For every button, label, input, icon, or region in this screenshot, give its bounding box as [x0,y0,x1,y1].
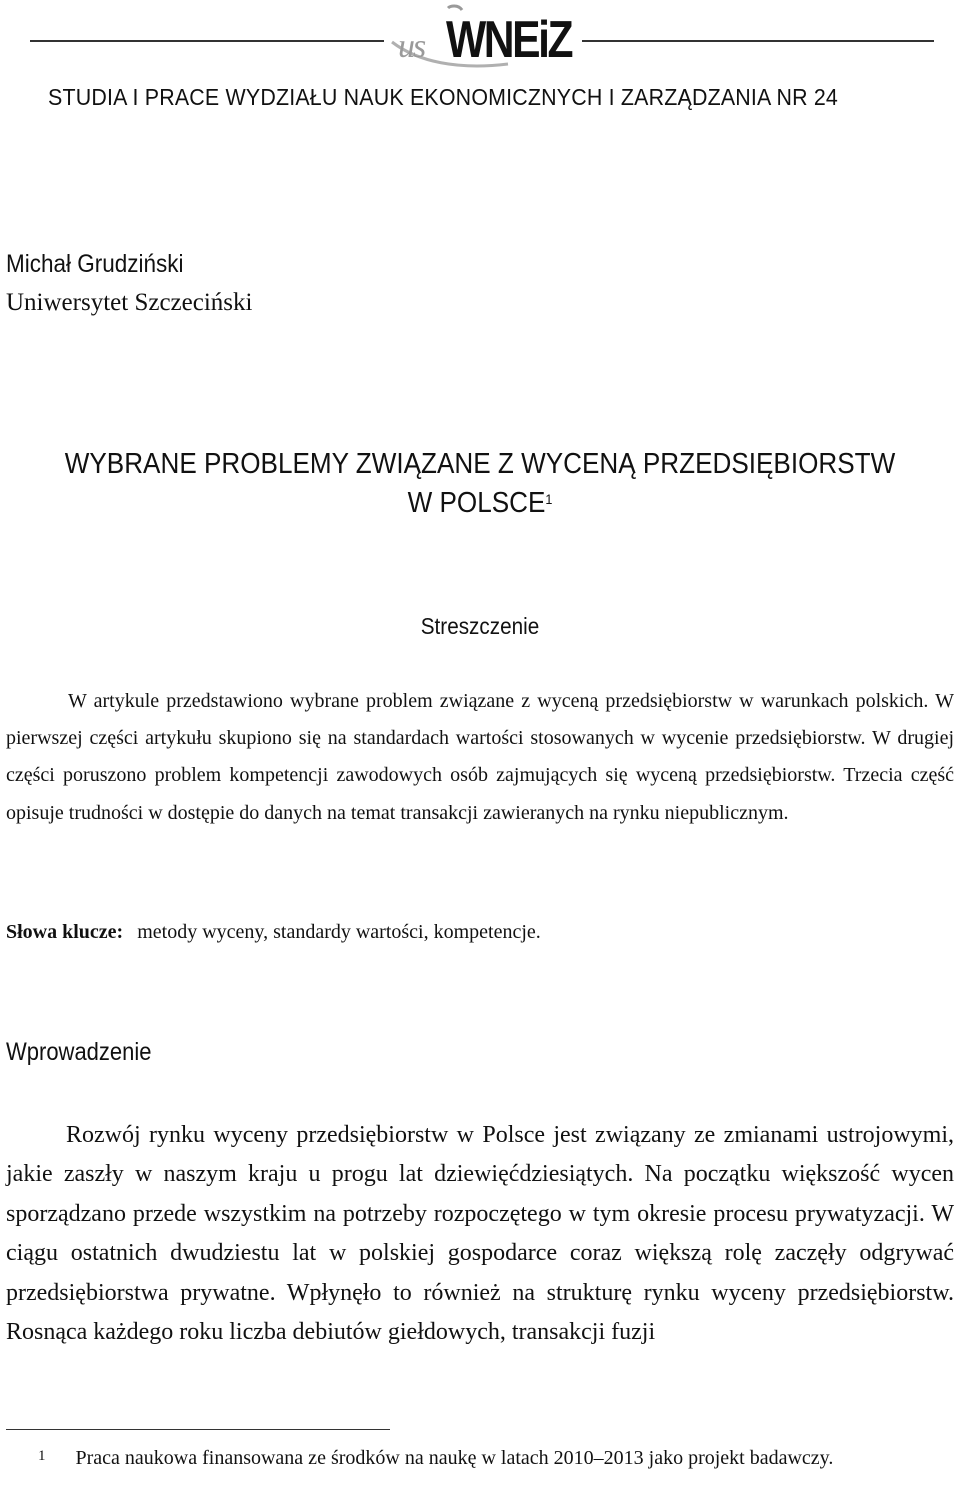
keywords-line [6,921,541,944]
journal-title: STUDIA I PRACE WYDZIAŁU NAUK EKONOMICZNYCH I ZARZĄDZANIA NR 24 [48,84,839,110]
section-heading-introduction: Wprowadzenie [6,1038,152,1066]
author-name: Michał Grudziński [6,250,184,278]
keywords-text: metody wyceny, standardy wartości, kompetencje. [137,921,541,943]
footnote-rule [6,1429,390,1430]
logo-prefix: us [398,28,425,65]
article-title-line1: WYBRANE PROBLEMY ZWIĄZANE Z WYCENĄ PRZEDSIĘBIORSTW [64,448,896,480]
footnote-text: Praca naukowa finansowana ze środków na naukę w latach 2010–2013 jako projekt badawczy. [75,1447,834,1469]
title-footnote-mark: 1 [545,491,553,507]
article-title-line2-text: W POLSCE [407,487,546,519]
keywords-label: Słowa klucze: [6,921,124,943]
header-rule-right [582,40,934,42]
introduction-paragraph: Rozwój rynku wyceny przedsiębiorstw w Polsce jest związany ze zmianami ustrojowymi, jakie zaszły w naszym kraju u progu lat dziewięćdziesiątych. Na początku większość wycen sporządzano przede wszystkim na potrzeby rozpoczętego w tym okresie procesu prywatyzacji. W ciągu ostatnich dwudziestu lat w polskiej gospodarce coraz większą rolę zaczęły odgrywać przedsiębiorstwa prywatne. Wpłynęło to również na strukturę rynku wyceny przedsiębiorstw. Rosnąca każdego roku liczba debiutów giełdowych, transakcji fuzji [6,1122,954,1346]
abstract-heading: Streszczenie [420,613,540,639]
footnote [6,1442,954,1474]
article-title-line2 [48,487,912,520]
publisher-logo [388,2,578,80]
logo-wordmark: WNEiZ [446,11,572,69]
footnote-number: 1 [38,1448,46,1464]
header-rule-left [30,40,384,42]
author-affiliation: Uniwersytet Szczeciński [6,289,253,316]
abstract-text: W artykule przedstawiono wybrane problem związane z wyceną przedsiębiorstw w warunkach polskich. W pierwszej części artykułu skupiono się na standardach wartości stosowanych w wycenie przedsiębiorstw. W drugiej części poruszono problem kompetencji zawodowych osób zajmujących się wyceną przedsiębiorstw. Trzecia część opisuje trudności w dostępie do danych na temat transakcji zawieranych na rynku niepublicznym. [6,690,954,824]
